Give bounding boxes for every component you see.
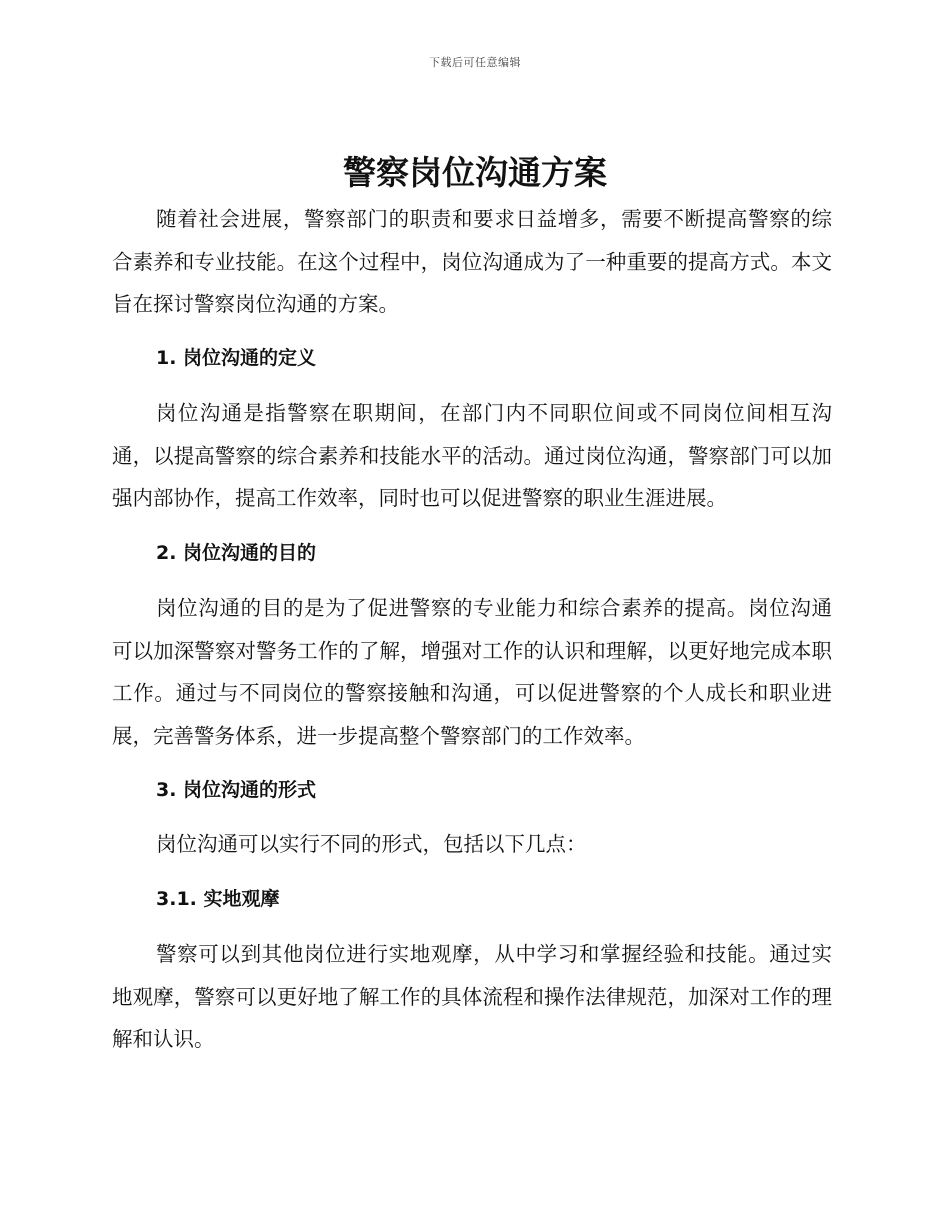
section-heading-purpose: 2. 岗位沟通的目的 <box>156 542 317 564</box>
section-body-definition: 岗位沟通是指警察在职期间，在部门内不同职位间或不同岗位间相互沟通，以提高警察的综合素养和技能水平的活动。通过岗位沟通，警察部门可以加强内部协作，提高工作效率，同时也可以促进警察的职业生涯进展。 <box>112 401 832 510</box>
document-title: 警察岗位沟通方案 <box>343 153 607 192</box>
section-heading-definition: 1. 岗位沟通的定义 <box>156 347 317 369</box>
section-body-field-observation: 警察可以到其他岗位进行实地观摩，从中学习和掌握经验和技能。通过实地观摩，警察可以更好地了解工作的具体流程和操作法律规范，加深对工作的理解和认识。 <box>112 942 832 1051</box>
section-heading-field-observation: 3.1. 实地观摩 <box>156 888 280 910</box>
section-body-purpose: 岗位沟通的目的是为了促进警察的专业能力和综合素养的提高。岗位沟通可以加深警察对警务工作的了解，增强对工作的认识和理解，以更好地完成本职工作。通过与不同岗位的警察接触和沟通，可以促进警察的个人成长和职业进展，完善警务体系，进一步提高整个警察部门的工作效率。 <box>112 596 832 748</box>
section-body-forms: 岗位沟通可以实行不同的形式，包括以下几点： <box>156 832 587 856</box>
page-header-note: 下载后可任意编辑 <box>429 56 521 69</box>
section-heading-forms: 3. 岗位沟通的形式 <box>156 779 317 801</box>
intro-paragraph: 随着社会进展，警察部门的职责和要求日益增多，需要不断提高警察的综合素养和专业技能。在这个过程中，岗位沟通成为了一种重要的提高方式。本文旨在探讨警察岗位沟通的方案。 <box>112 207 832 316</box>
